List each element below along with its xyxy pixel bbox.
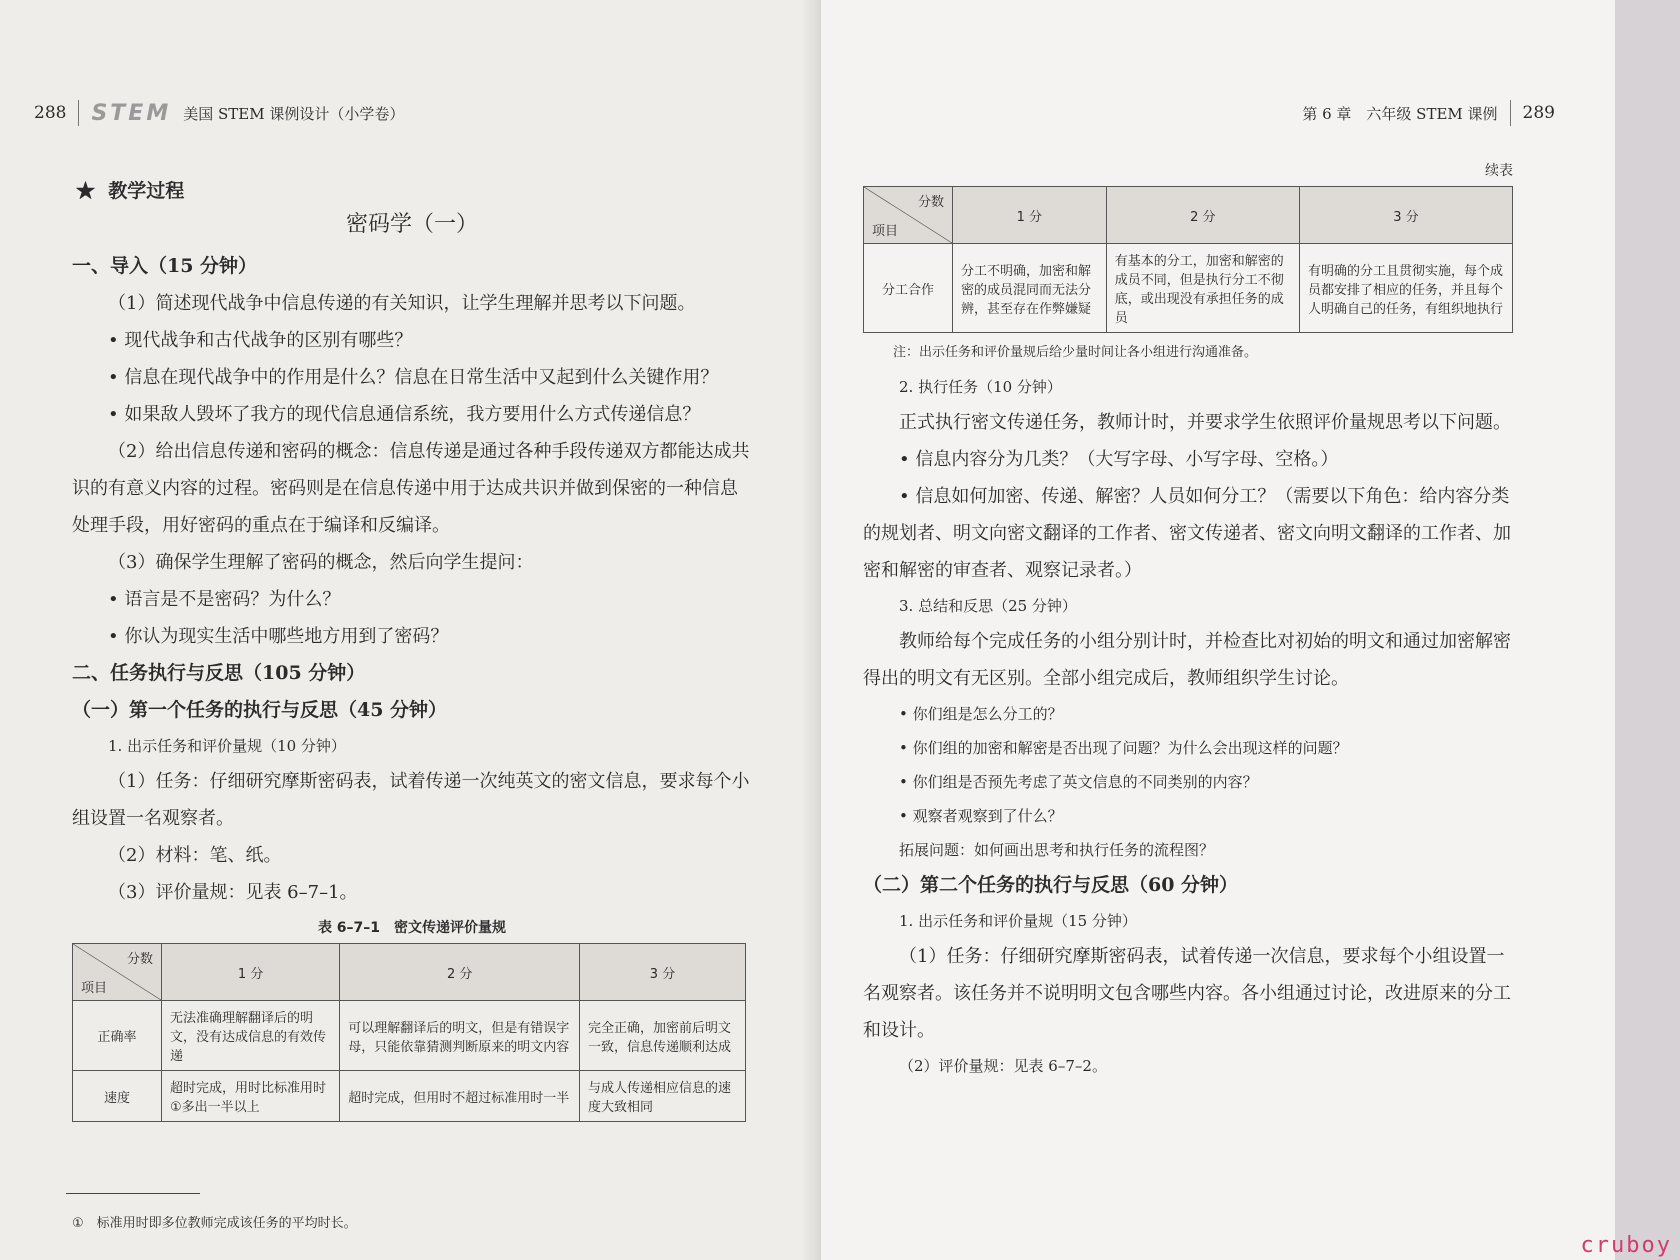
paragraph: （1）简述现代战争中信息传递的有关知识，让学生理解并思考以下问题。 [108, 293, 696, 314]
paragraph: （二）第二个任务的执行与反思（60 分钟） [863, 874, 1239, 896]
stem-logo: STEM [91, 100, 172, 126]
left-header [34, 100, 404, 126]
table-header: 1 分 [162, 944, 340, 1001]
table-note: 注：出示任务和评价量规后给少量时间让各小组进行沟通准备。 [893, 345, 1258, 360]
table-row [73, 1001, 746, 1071]
paragraph: • 观察者观察到了什么？ [899, 807, 1063, 825]
evaluation-table [72, 943, 746, 1122]
section-heading [76, 176, 752, 203]
paragraph: （一）第一个任务的执行与反思（45 分钟） [72, 699, 448, 721]
footnote-rule [66, 1193, 200, 1194]
header-divider [1510, 100, 1511, 126]
paragraph: • 你们组的加密和解密是否出现了问题？为什么会出现这样的问题？ [899, 739, 1348, 757]
lesson-title: 密码学（一） [345, 212, 478, 237]
continued-label: 续表 [1485, 163, 1513, 179]
paragraph: • 信息内容分为几类？（大写字母、小写字母、空格。） [899, 449, 1339, 470]
table-cell: 与成人传递相应信息的速度大致相同 [580, 1071, 746, 1122]
paragraph: 1. 出示任务和评价量规（15 分钟） [899, 912, 1137, 930]
background-edge [1615, 0, 1680, 1260]
paragraph: • 信息如何加密、传递、解密？人员如何分工？（需要以下角色：给内容分类的规划者、明文向密文翻译的工作者、密文传递者、密文向明文翻译的工作者、加密和解密的审查者、观察记录者。） [863, 486, 1511, 581]
corner-item-label: 项目 [872, 224, 899, 239]
paragraph: 拓展问题：如何画出思考和执行任务的流程图？ [899, 841, 1215, 859]
star-icon: ★ [76, 180, 96, 202]
table-header: 3 分 [1299, 187, 1512, 244]
paragraph: （2）给出信息传递和密码的概念：信息传递是通过各种手段传递双方都能达成共识的有意义内容的过程。密码则是在信息传递中用于达成共识并做到保密的一种信息处理手段，用好密码的重点在于编译和反编译。 [72, 441, 750, 536]
right-header [1302, 100, 1555, 126]
corner-score-label: 分数 [917, 195, 944, 210]
paragraph: • 现代战争和古代战争的区别有哪些？ [108, 330, 413, 351]
paragraph: 一、导入（15 分钟） [72, 255, 258, 277]
table-row [73, 1071, 746, 1122]
table-cell: 超时完成，用时比标准用时①多出一半以上 [162, 1071, 340, 1122]
left-running-head: 美国 STEM 课例设计（小学卷） [183, 104, 405, 123]
table-header: 2 分 [1106, 187, 1299, 244]
paragraph: 教师给每个完成任务的小组分别计时，并检查比对初始的明文和通过加密解密得出的明文有无区别。全部小组完成后，教师组织学生讨论。 [863, 631, 1511, 689]
right-page [820, 0, 1615, 1260]
left-page-number: 288 [34, 103, 67, 123]
paragraph: 二、任务执行与反思（105 分钟） [72, 662, 366, 684]
table-row [864, 244, 1513, 333]
table-header: 1 分 [953, 187, 1107, 244]
right-body [863, 160, 1513, 1083]
table-row-item: 分工合作 [864, 244, 953, 333]
table-cell: 超时完成，但用时不超过标准用时一半 [340, 1071, 580, 1122]
corner-item-label: 项目 [81, 981, 108, 996]
table-header: 2 分 [340, 944, 580, 1001]
paragraph: （3）确保学生理解了密码的概念，然后向学生提问： [108, 552, 534, 573]
table-row-item: 正确率 [73, 1001, 162, 1071]
left-body [72, 176, 752, 1122]
paragraph: 3. 总结和反思（25 分钟） [899, 597, 1077, 615]
table-corner [73, 944, 162, 1001]
paragraph: （2）材料：笔、纸。 [108, 845, 282, 866]
paragraph: • 语言是不是密码？为什么？ [108, 589, 341, 610]
table-caption: 表 6–7–1 密文传递评价量规 [317, 920, 507, 936]
table-cell: 有基本的分工，加密和解密的成员不同，但是执行分工不彻底，或出现没有承担任务的成员 [1106, 244, 1299, 333]
right-running-head: 第 6 章 六年级 STEM 课例 [1302, 104, 1498, 123]
watermark: cruboy [1580, 1233, 1672, 1258]
paragraph: • 你认为现实生活中哪些地方用到了密码？ [108, 626, 449, 647]
paragraph: • 如果敌人毁坏了我方的现代信息通信系统，我方要用什么方式传递信息？ [108, 404, 701, 425]
right-paragraphs [863, 370, 1513, 1083]
header-divider [78, 100, 79, 126]
paragraph: （1）任务：仔细研究摩斯密码表，试着传递一次信息，要求每个小组设置一名观察者。该任务并不说明明文包含哪些内容。各小组通过讨论，改进原来的分工和设计。 [863, 946, 1511, 1041]
paragraph: 2. 执行任务（10 分钟） [899, 378, 1062, 396]
table-cell: 可以理解翻译后的明文，但是有错误字母，只能依靠猜测判断原来的明文内容 [340, 1001, 580, 1071]
paragraph: 1. 出示任务和评价量规（10 分钟） [108, 737, 346, 755]
table-corner [864, 187, 953, 244]
table-row-item: 速度 [73, 1071, 162, 1122]
table-cell: 无法准确理解翻译后的明文，没有达成信息的有效传递 [162, 1001, 340, 1071]
section-heading-text: 教学过程 [108, 180, 185, 202]
left-page [0, 0, 820, 1260]
right-page-number: 289 [1522, 103, 1555, 123]
paragraph: 正式执行密文传递任务，教师计时，并要求学生依照评价量规思考以下问题。 [899, 412, 1511, 433]
corner-score-label: 分数 [126, 952, 153, 967]
paragraph: • 你们组是怎么分工的？ [899, 705, 1063, 723]
table-cell: 分工不明确，加密和解密的成员混同而无法分辨，甚至存在作弊嫌疑 [953, 244, 1107, 333]
footnote: ① 标准用时即多位教师完成该任务的平均时长。 [72, 1216, 357, 1231]
evaluation-table-continued [863, 186, 1513, 333]
paragraph: • 你们组是否预先考虑了英文信息的不同类别的内容？ [899, 773, 1258, 791]
paragraph: （2）评价量规：见表 6–7–2。 [899, 1057, 1107, 1075]
table-cell: 完全正确，加密前后明文一致，信息传递顺利达成 [580, 1001, 746, 1071]
table-header: 3 分 [580, 944, 746, 1001]
left-paragraphs [72, 248, 752, 911]
paragraph: • 信息在现代战争中的作用是什么？信息在日常生活中又起到什么关键作用？ [108, 367, 719, 388]
paragraph: （3）评价量规：见表 6–7–1。 [108, 882, 358, 903]
paragraph: （1）任务：仔细研究摩斯密码表，试着传递一次纯英文的密文信息，要求每个小组设置一名观察者。 [72, 771, 750, 829]
table-cell: 有明确的分工且贯彻实施，每个成员都安排了相应的任务，并且每个人明确自己的任务，有组织地执行 [1299, 244, 1512, 333]
